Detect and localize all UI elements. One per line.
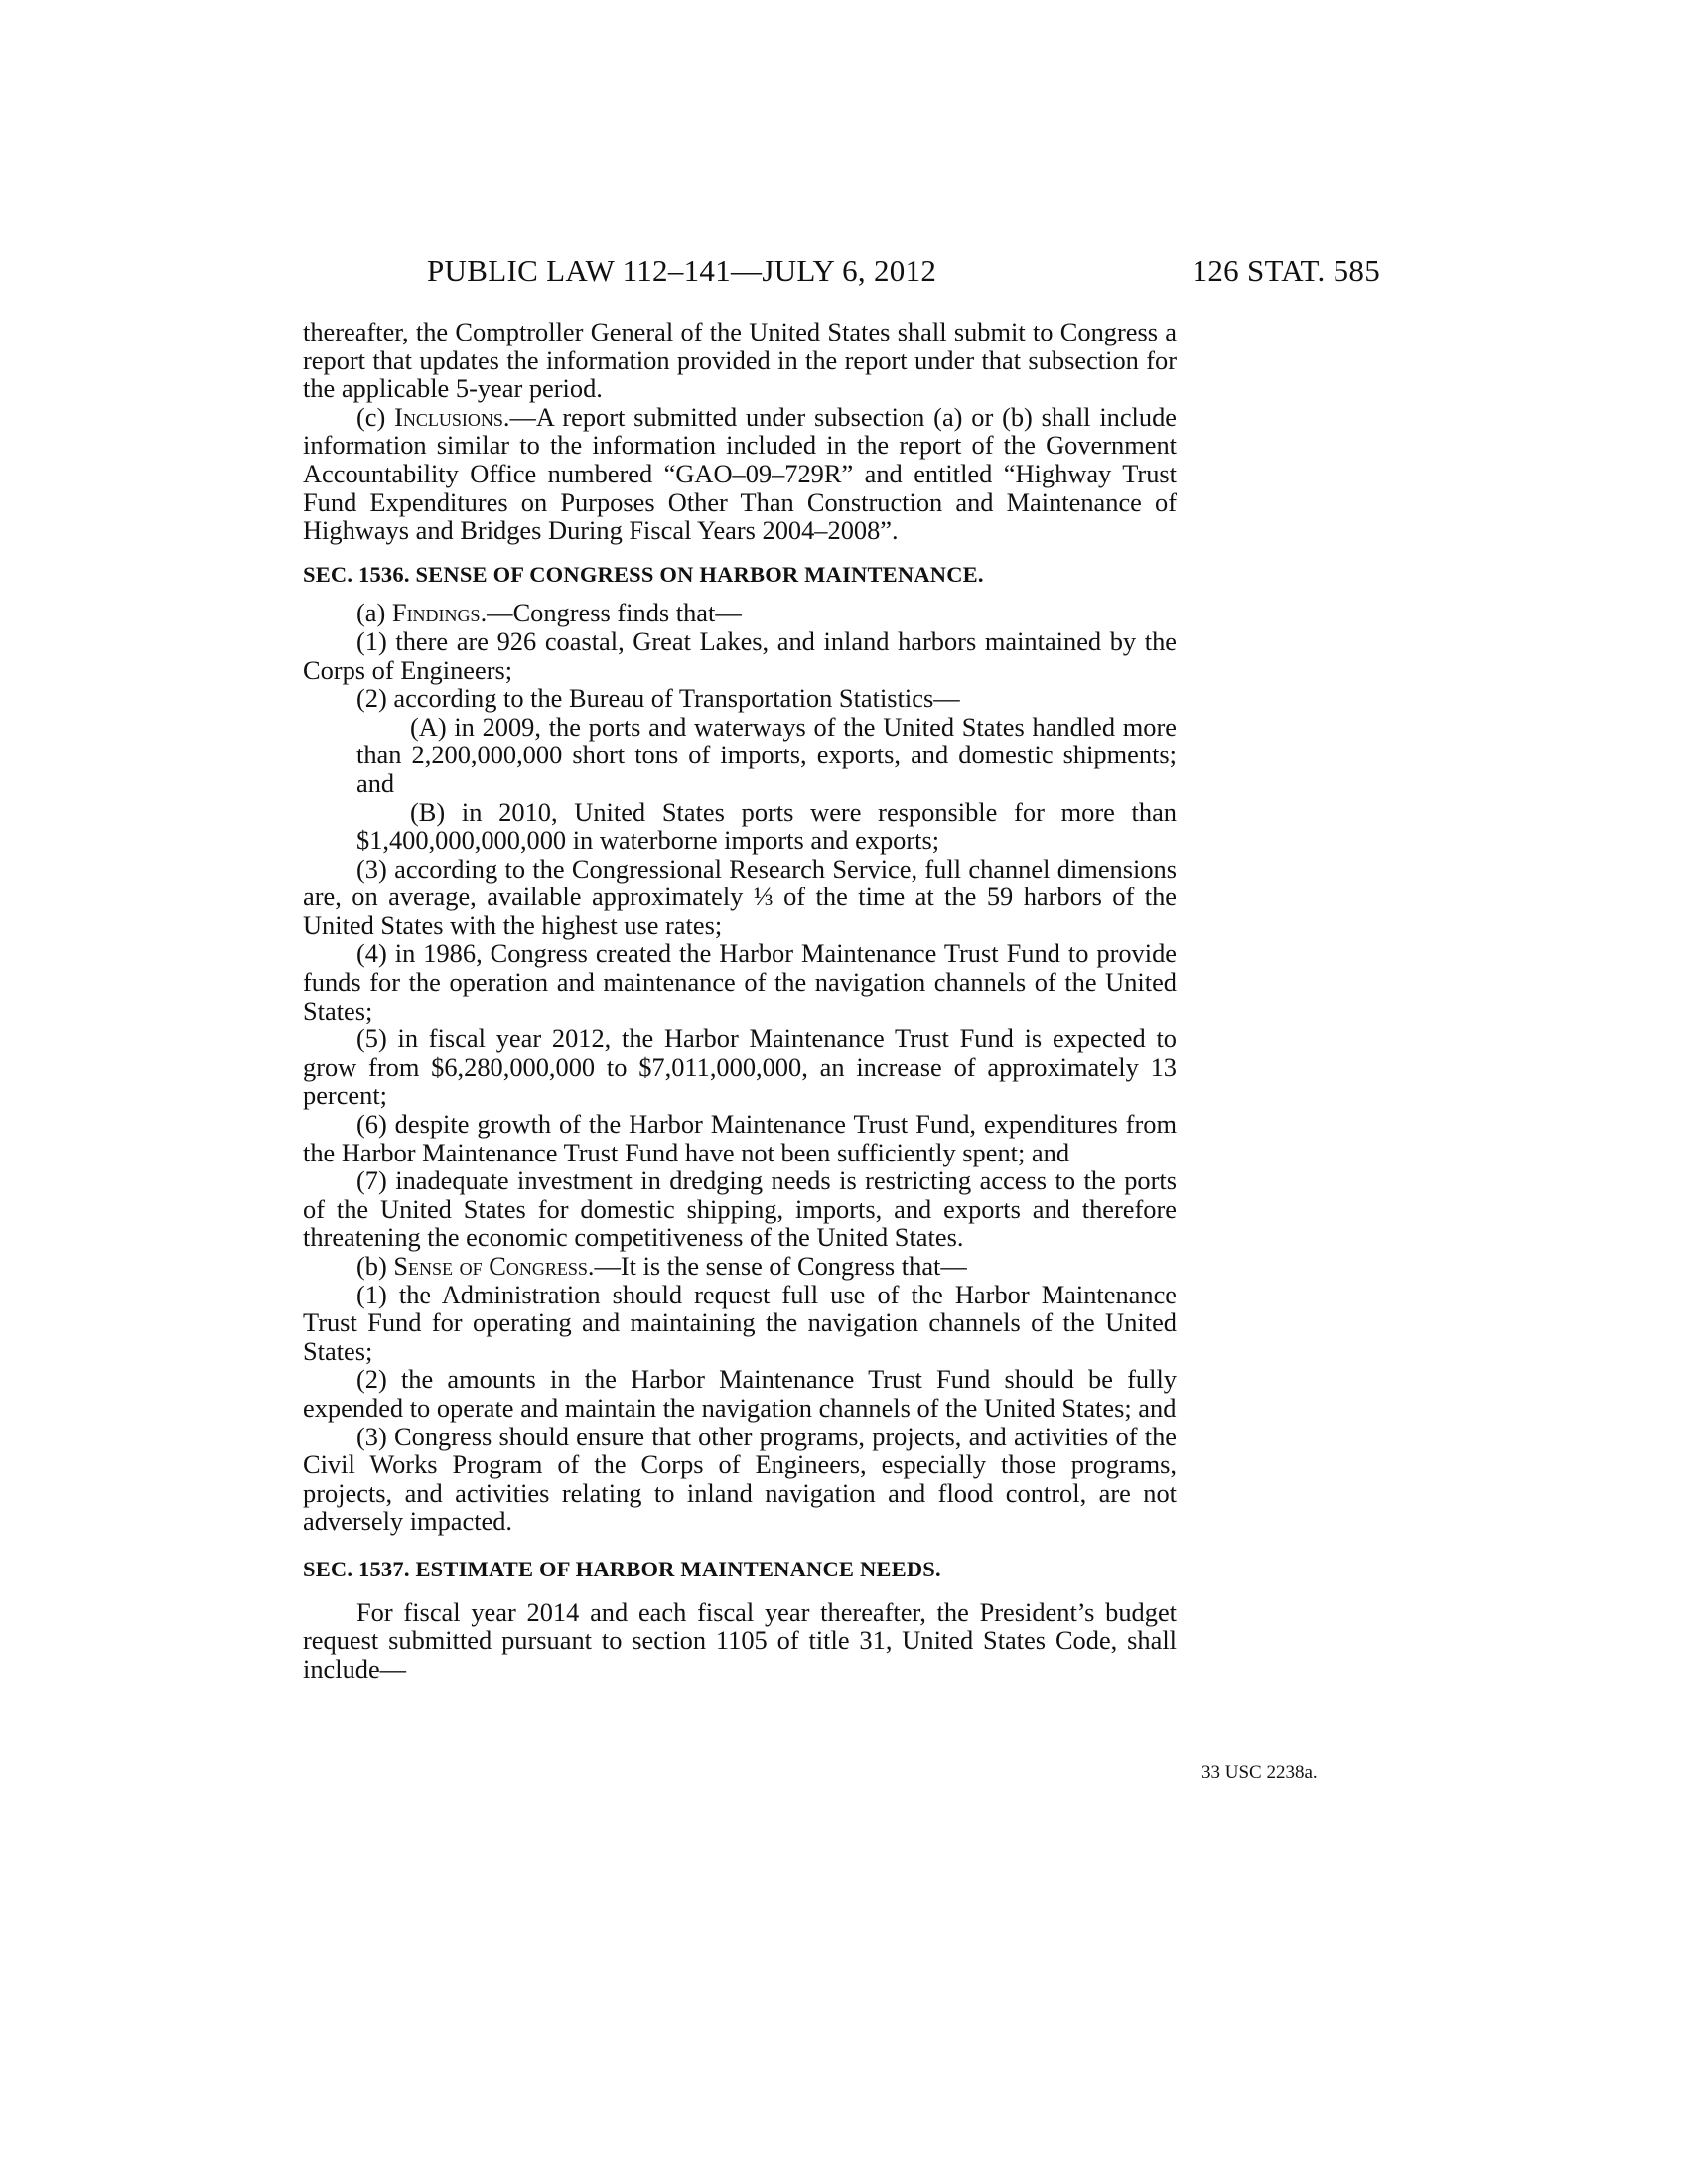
finding-2-a: (A) in 2009, the ports and waterways of the United States handled more than 2,200,000,000 short tons of imports, exports, and domestic shipments; and — [356, 711, 1177, 798]
section-1537-heading: SEC. 1537. ESTIMATE OF HARBOR MAINTENANCE NEEDS. — [303, 1556, 941, 1581]
finding-1: (1) there are 926 coastal, Great Lakes, and inland harbors maintained by the Corps of Engineers; — [303, 625, 1177, 685]
finding-6: (6) despite growth of the Harbor Maintenance Trust Fund, expenditures from the Harbor Maintenance Trust Fund have not been sufficiently spent; and — [303, 1109, 1177, 1167]
finding-2-b: (B) in 2010, United States ports were responsible for more than $1,400,000,000,000 in waterborne imports and exports; — [356, 796, 1177, 856]
subsection-a-label: (a) — [356, 598, 392, 628]
statute-page-number: 126 STAT. 585 — [1192, 253, 1380, 288]
finding-7: (7) inadequate investment in dredging needs is restricting access to the ports of the United States for domestic shipping, imports, and exports and therefore threatening the economic competitiveness of the United States. — [303, 1165, 1177, 1253]
page-header — [427, 253, 1380, 293]
subsection-b — [303, 1252, 1177, 1281]
finding-2: (2) according to the Bureau of Transportation Statistics— — [356, 683, 960, 714]
subsection-c-text: .—A report submitted under subsection (a) or (b) shall include information similar to the information included in the report of the Government Accountability Office numbered “GAO–09–729R” and entitled “Highway Trust Fund Expenditures on Purposes Other Than Construction and Maintenance of Highways and Bridges During Fiscal Years 2004–2008”. — [303, 401, 1177, 546]
subsection-a-text: .—Congress finds that— — [480, 598, 742, 628]
subsection-b-text: .—It is the sense of Congress that— — [587, 1251, 967, 1281]
subsection-a-heading: Findings — [391, 598, 481, 628]
section-1537-text: For fiscal year 2014 and each fiscal year thereafter, the President’s budget request submitted pursuant to section 1105 of title 31, United States Code, shall include— — [303, 1596, 1177, 1684]
sense-2: (2) the amounts in the Harbor Maintenance Trust Fund should be fully expended to operate and maintain the navigation channels of the United States; and — [303, 1364, 1177, 1423]
subsection-b-heading: Sense of Congress — [393, 1251, 588, 1281]
finding-4: (4) in 1986, Congress created the Harbor Maintenance Trust Fund to provide funds for the operation and maintenance of the navigation channels of the United States; — [303, 938, 1177, 1025]
sense-3: (3) Congress should ensure that other programs, projects, and activities of the Civil Works Program of the Corps of Engineers, especially those programs, projects, and activities relating to inland navigation and flood control, are not adversely impacted. — [303, 1421, 1177, 1537]
subsection-c-label: (c) — [356, 401, 395, 432]
continuation-paragraph: thereafter, the Comptroller General of the United States shall submit to Congress a report that updates the information provided in the report under that subsection for the applicable 5-year period. — [303, 317, 1177, 404]
sense-1: (1) the Administration should request full use of the Harbor Maintenance Trust Fund for operating and maintaining the navigation channels of the United States; — [303, 1279, 1177, 1366]
subsection-a — [303, 599, 1177, 627]
margin-citation: 33 USC 2238a. — [1201, 1762, 1318, 1783]
subsection-c-heading: Inclusions — [394, 401, 503, 432]
section-1536-heading: SEC. 1536. SENSE OF CONGRESS ON HARBOR MAINTENANCE. — [303, 561, 984, 587]
finding-3: (3) according to the Congressional Research Service, full channel dimensions are, on average, available approximately ⅓ of the time at the 59 harbors of the United States with the highest use rates; — [303, 853, 1177, 940]
running-title: PUBLIC LAW 112–141—JULY 6, 2012 — [427, 253, 937, 288]
document-body — [303, 318, 1177, 1683]
subsection-c — [303, 403, 1177, 545]
finding-5: (5) in fiscal year 2012, the Harbor Maintenance Trust Fund is expected to grow from $6,280,000,000 to $7,011,000,000, an increase of approximately 13 percent; — [303, 1024, 1177, 1111]
subsection-b-label: (b) — [356, 1251, 394, 1281]
